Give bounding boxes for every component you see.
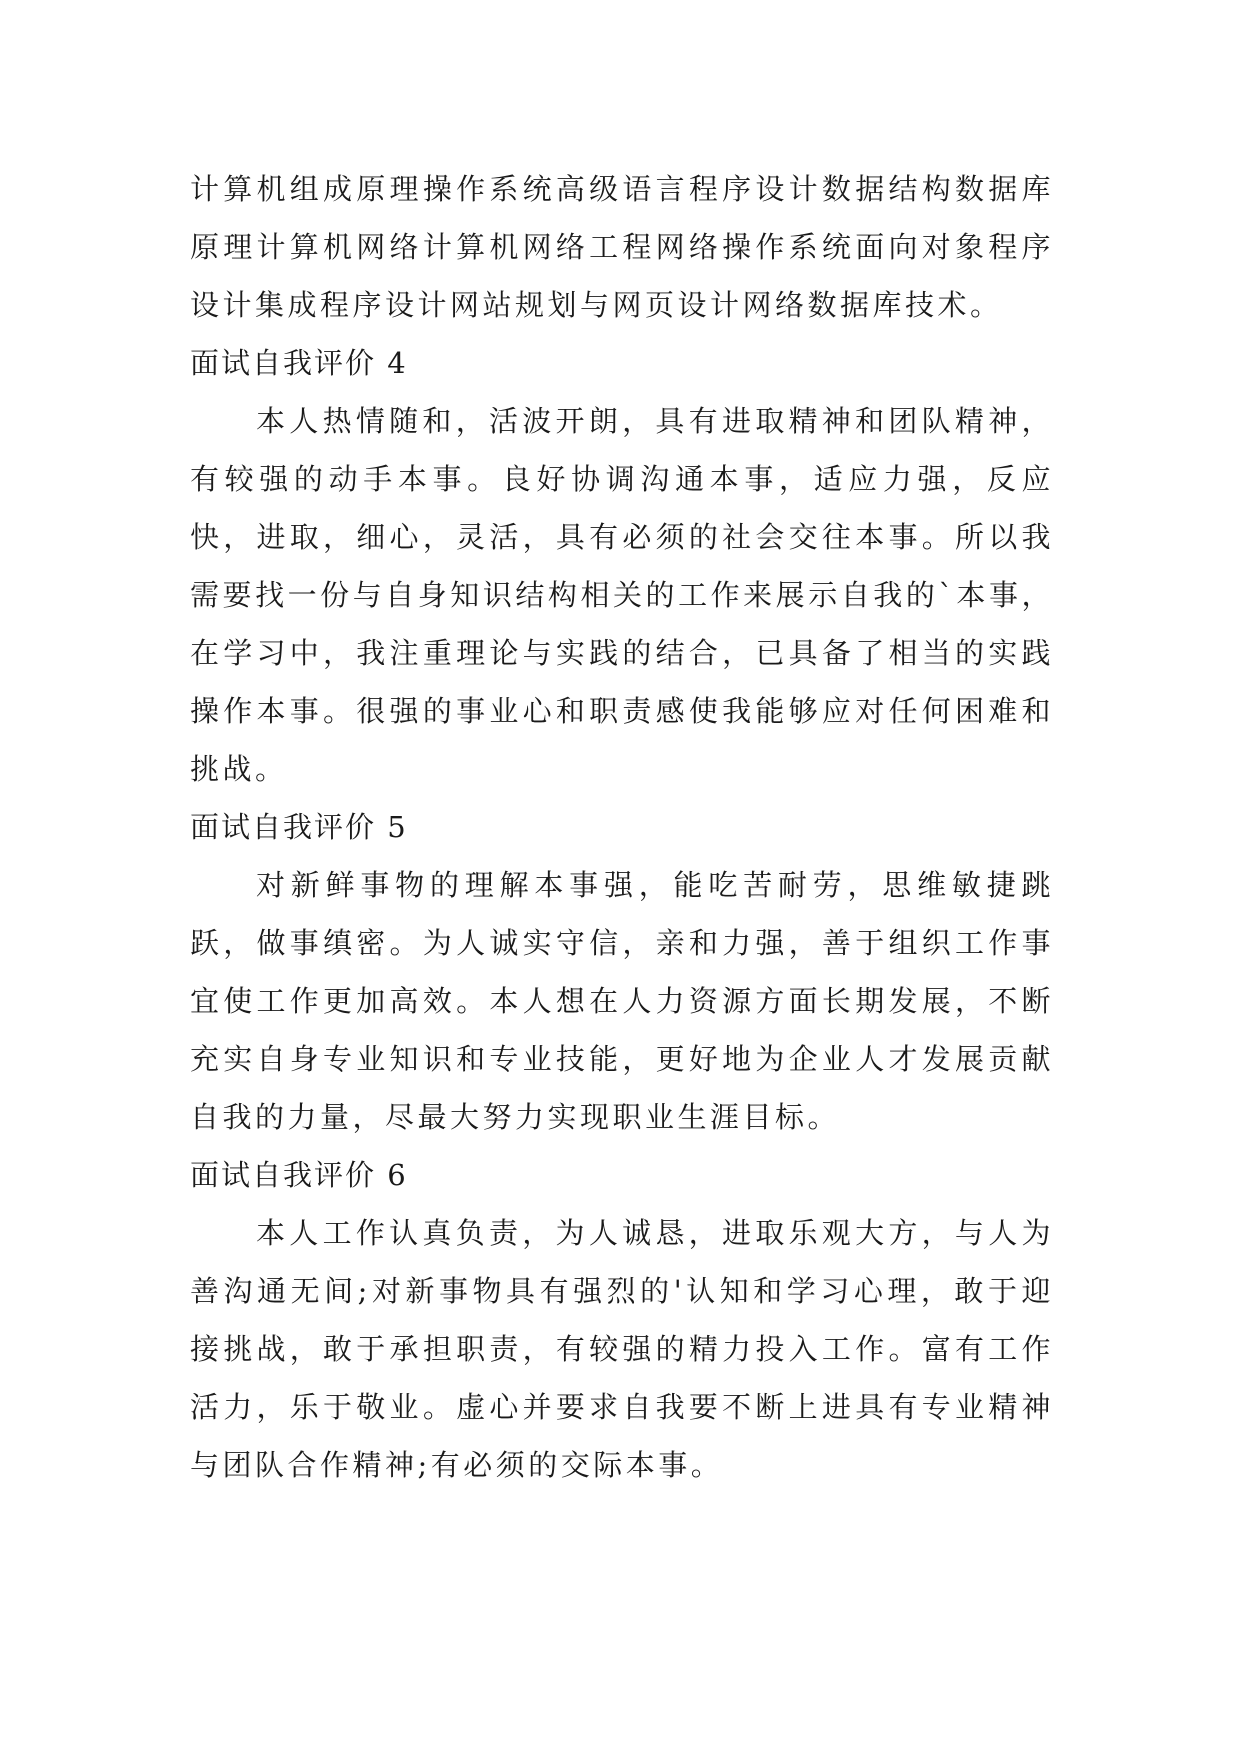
evaluation-paragraph-6: 本人工作认真负责，为人诚恳，进取乐观大方，与人为善沟通无间;对新事物具有强烈的'认知和学习心理，敢于迎接挑战，敢于承担职责，有较强的精力投入工作。富有工作活力，乐于敬业。虚心并要求自我要不断上进具有专业精神与团队合作精神;有必须的交际本事。 <box>190 1216 1054 1482</box>
evaluation-paragraph-5: 对新鲜事物的理解本事强，能吃苦耐劳，思维敏捷跳跃，做事缜密。为人诚实守信，亲和力强，善于组织工作事宜使工作更加高效。本人想在人力资源方面长期发展，不断充实自身专业知识和专业技能，更好地为企业人才发展贡献自我的力量，尽最大努力实现职业生涯目标。 <box>190 868 1054 1134</box>
document-page <box>190 160 1054 1494</box>
evaluation-paragraph-4: 本人热情随和，活波开朗，具有进取精神和团队精神，有较强的动手本事。良好协调沟通本事，适应力强，反应快，进取，细心，灵活，具有必须的社会交往本事。所以我需要找一份与自身知识结构相关的工作来展示自我的`本事，在学习中，我注重理论与实践的结合，已具备了相当的实践操作本事。很强的事业心和职责感使我能够应对任何困难和挑战。 <box>190 404 1054 786</box>
section-heading-6: 面试自我评价 6 <box>190 1158 408 1192</box>
section-heading-4: 面试自我评价 4 <box>190 346 408 380</box>
section-heading-5: 面试自我评价 5 <box>190 810 408 844</box>
course-list-paragraph: 计算机组成原理操作系统高级语言程序设计数据结构数据库原理计算机网络计算机网络工程网络操作系统面向对象程序设计集成程序设计网站规划与网页设计网络数据库技术。 <box>190 172 1054 322</box>
